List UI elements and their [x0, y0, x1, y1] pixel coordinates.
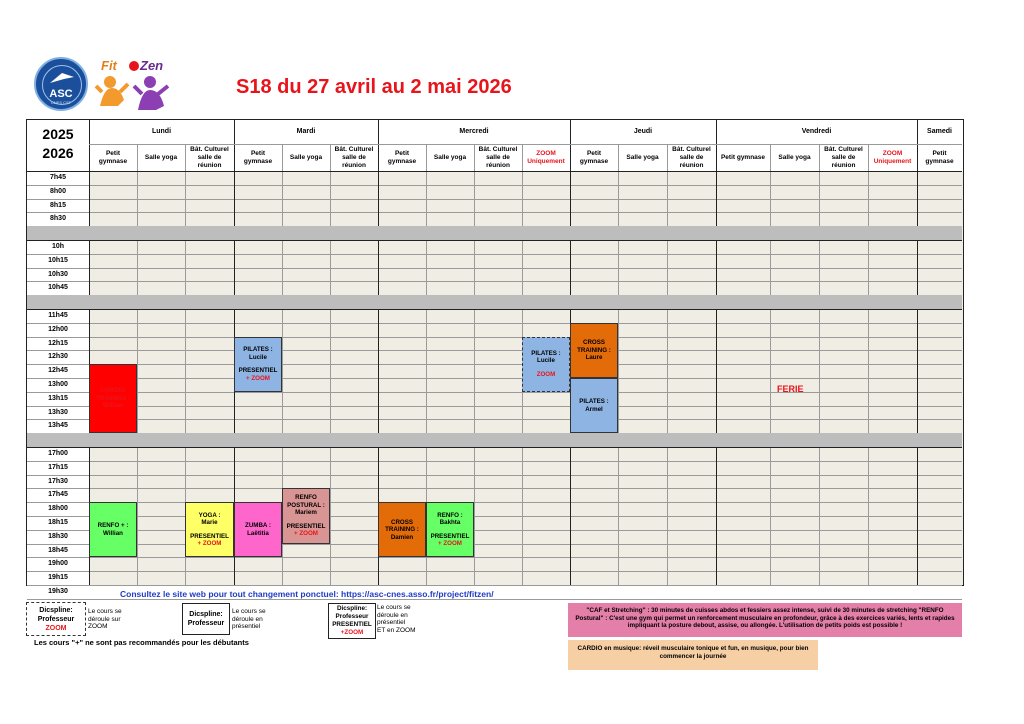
legend-mixed-line4: +ZOOM — [340, 629, 364, 636]
event-line: Laure — [585, 354, 603, 362]
break-row — [27, 226, 962, 240]
time-label: 18h00 — [48, 505, 68, 513]
room-header: Petit gymnase — [243, 149, 273, 165]
event-line: RENFO : — [437, 511, 463, 519]
row-divider — [27, 337, 962, 338]
legend-mixed-line2: Professeur — [335, 613, 369, 620]
time-label: 8h15 — [50, 201, 66, 209]
event-cross-training-damien — [378, 502, 426, 557]
event-cross-training-laure — [570, 323, 618, 378]
event-line: TRAINING : — [385, 526, 419, 534]
time-label: 13h45 — [48, 422, 68, 430]
row-divider — [27, 530, 962, 531]
day-header: Samedi — [927, 128, 952, 135]
row-divider — [27, 378, 962, 379]
room-header: Bât. Culturel salle de réunion — [478, 145, 518, 169]
time-label: 13h15 — [48, 394, 68, 402]
legend-zoom-box — [26, 602, 86, 636]
break-row — [27, 295, 962, 309]
room-header: Salle yoga — [778, 153, 811, 161]
time-label: 10h15 — [48, 256, 68, 264]
column-divider — [474, 144, 475, 585]
year-label-2026: 2026 — [42, 145, 74, 161]
course-description-orange: CARDIO en musique: réveil musculaire tonique et fun, en musique, pour bien commencer la journée — [568, 640, 818, 670]
room-header: Salle yoga — [289, 153, 323, 161]
column-divider — [868, 144, 869, 585]
time-label: 12h30 — [48, 353, 68, 361]
beginner-note: Les cours "+" ne sont pas recommandés pour les débutants — [34, 638, 249, 647]
day-divider — [917, 120, 918, 585]
row-divider — [27, 185, 962, 186]
asc-logo-subtext: CNES CST — [50, 100, 72, 105]
legend-mixed-line1: Dicspline: — [336, 605, 368, 612]
event-line: ZUMBA : — [245, 522, 271, 530]
section-divider — [27, 447, 962, 448]
time-label: 7h45 — [50, 174, 66, 181]
row-divider — [27, 350, 962, 351]
event-pilates-lucile-zoom-wednesday — [522, 337, 570, 392]
row-divider — [27, 268, 962, 269]
event-line-red: + ZOOM — [197, 540, 222, 548]
time-label: 12h15 — [48, 339, 68, 347]
time-label: 10h — [51, 243, 65, 250]
row-divider — [27, 212, 962, 213]
asc-logo — [34, 57, 88, 111]
ferie-label: FERIE — [777, 384, 804, 394]
day-divider — [716, 120, 717, 585]
legend-mixed-text-4: ET en ZOOM — [377, 626, 416, 634]
room-header: Petit gymnase — [387, 149, 417, 165]
legend-zoom-text-2: déroule sur — [88, 615, 121, 623]
room-header: Petit gymnase — [98, 149, 128, 165]
event-line: PILATES : — [243, 346, 273, 354]
event-line: CROSS — [390, 518, 413, 526]
room-header: Salle yoga — [144, 153, 178, 161]
event-line: PILATES : — [531, 349, 561, 357]
event-line: PRESENTIEL — [238, 367, 278, 375]
room-header: Bât. Culturel salle de réunion — [190, 145, 229, 169]
event-line-red: + ZOOM — [246, 374, 270, 382]
fitzen-logo — [94, 56, 180, 114]
row-divider — [27, 516, 962, 517]
row-divider — [27, 461, 962, 462]
row-divider — [27, 488, 962, 489]
row-divider — [27, 281, 962, 282]
row-divider — [27, 392, 962, 393]
legend-presentiel-text — [232, 608, 266, 631]
column-divider — [137, 144, 138, 585]
row-divider — [27, 571, 962, 572]
time-label: 12h45 — [48, 367, 68, 375]
event-renfo-bakhta — [426, 502, 474, 557]
event-line: PRESENTIEL — [190, 532, 229, 540]
row-divider — [27, 323, 962, 324]
event-zumba-laetitia — [234, 502, 282, 557]
time-label: 17h45 — [48, 491, 68, 499]
legend-zoom-line2: Professeur — [37, 615, 75, 623]
day-header: Mercredi — [459, 128, 489, 135]
row-divider — [27, 254, 962, 255]
header-bottom-divider — [27, 171, 962, 172]
event-line: POSTURAL : — [287, 501, 325, 509]
time-label: 18h15 — [48, 519, 68, 526]
legend-presentiel-text-2: déroule en — [232, 615, 263, 623]
event-line: TRAINING : — [577, 346, 611, 354]
room-header: ZOOM Uniquement — [527, 149, 565, 165]
break-row — [27, 433, 962, 447]
room-header: Salle yoga — [626, 153, 659, 161]
time-label: 19h00 — [48, 560, 68, 568]
row-divider — [27, 199, 962, 200]
day-header: Jeudi — [633, 128, 653, 135]
event-line: Laëtitia — [247, 529, 269, 537]
legend-mixed-line3: PRESENTIEL — [332, 621, 372, 628]
row-divider — [27, 557, 962, 558]
time-label: 18h30 — [48, 532, 68, 540]
event-line: Willian — [103, 529, 123, 537]
legend-presentiel-text-1: Le cours se — [232, 608, 266, 615]
room-header: Bât. Culturel salle de réunion — [672, 145, 711, 169]
asc-logo-text: ASC — [49, 88, 73, 100]
time-label: 17h30 — [48, 477, 68, 485]
room-header: Bât. Culturel salle de réunion — [334, 145, 374, 169]
legend-mixed-text-2: déroule en — [377, 611, 408, 619]
legend-zoom-line1: Dicspline: — [39, 606, 73, 614]
event-line: Armel — [585, 405, 603, 413]
time-label: 10h30 — [48, 270, 68, 278]
room-header: Bât. Culturel salle de réunion — [824, 145, 863, 169]
time-label: 11h45 — [48, 312, 68, 319]
row-divider — [27, 585, 962, 586]
fitzen-logo-fit: Fit — [101, 58, 117, 73]
year-label-2025: 2025 — [42, 126, 74, 142]
legend-mixed-box — [328, 603, 376, 639]
event-line: Bakhta — [439, 519, 461, 527]
event-line-red: + ZOOM — [294, 530, 318, 538]
day-header: Lundi — [151, 128, 172, 135]
event-pilates-lucile-tuesday — [234, 337, 282, 392]
page-title: S18 du 27 avril au 2 mai 2026 — [236, 76, 512, 98]
day-header: Mardi — [296, 128, 316, 135]
section-divider — [27, 240, 962, 241]
legend-presentiel-text-3: présentiel — [232, 623, 261, 630]
event-line: Mariem — [295, 509, 317, 517]
event-line: PRESENTIEL — [430, 532, 470, 540]
event-line-red: TRAINING : — [96, 394, 130, 402]
event-line-red: Willian — [103, 402, 123, 410]
event-yoga-marie — [185, 502, 234, 557]
time-label: 17h15 — [48, 463, 68, 471]
time-label: 19h30 — [48, 588, 68, 595]
legend-presentiel-line1: Dicspline: — [189, 611, 223, 618]
section-divider — [27, 309, 962, 310]
event-line: PRESENTIEL — [286, 522, 326, 530]
room-header: Petit gymnase — [579, 149, 609, 165]
event-line: RENFO — [295, 494, 317, 502]
time-label: 17h00 — [48, 450, 68, 457]
event-pilates-armel — [570, 378, 618, 433]
fitzen-figures-icon — [94, 56, 180, 114]
website-link[interactable]: Consultez le site web pour tout changement ponctuel: https://asc-cnes.asso.fr/project/fitzen/ — [120, 589, 494, 599]
column-divider — [330, 144, 331, 585]
legend-zoom-text-1: Le cours se — [88, 608, 122, 615]
room-header: ZOOM Uniquement — [873, 149, 912, 165]
event-line: CROSS — [582, 339, 605, 347]
row-divider — [27, 502, 962, 503]
course-description-pink: "CAF et Stretching" : 30 minutes de cuisses abdos et fessiers assez intense, suivi de 30 minutes de stretching "RENFO Postural" : C'est une gym qui permet un renforcement musculaire en profondeur, grâce à des exercices variés, lents et rapides impliquant la posture debout, assise, ou allongée. L'utilisation de petits poids est possible ! — [568, 603, 962, 637]
time-label: 13h30 — [48, 408, 68, 416]
row-divider — [27, 544, 962, 545]
column-divider — [618, 144, 619, 585]
legend-zoom-text — [88, 608, 122, 631]
event-line: Damien — [390, 533, 414, 541]
event-line: Marie — [201, 519, 218, 527]
time-label: 13h00 — [48, 381, 68, 388]
event-line: Lucile — [249, 353, 267, 361]
legend-presentiel-line2: Professeur — [187, 620, 225, 627]
room-header: Petit gymnase — [720, 153, 766, 161]
event-line: PILATES : — [579, 398, 609, 406]
time-label: 19h15 — [48, 574, 68, 582]
column-divider — [770, 144, 771, 585]
legend-mixed-text — [377, 604, 416, 634]
column-divider — [819, 144, 820, 585]
event-line: RENFO + : — [97, 522, 129, 530]
event-line-red: CARDIO — [100, 387, 126, 395]
time-label: 8h00 — [50, 187, 66, 195]
row-divider — [27, 364, 962, 365]
event-line-red: ZOOM — [536, 370, 556, 378]
legend-zoom-text-3: ZOOM — [88, 623, 108, 630]
room-header: Salle yoga — [433, 153, 467, 161]
legend-zoom-line3: ZOOM — [45, 624, 67, 632]
row-divider — [27, 406, 962, 407]
legend-mixed-text-3: présentiel — [377, 619, 406, 626]
legend-mixed-text-1: Le cours se — [377, 604, 411, 611]
time-label: 8h30 — [50, 215, 66, 223]
time-label: 12h00 — [48, 325, 68, 333]
day-header: Vendredi — [801, 128, 832, 135]
row-divider — [27, 475, 962, 476]
fitzen-logo-zen: Zen — [140, 58, 164, 73]
time-label: 10h45 — [48, 284, 68, 292]
event-renfo-plus-willian — [89, 502, 137, 557]
event-line: YOGA : — [198, 511, 221, 519]
event-cardio-training-willian — [89, 364, 137, 433]
time-label: 18h45 — [48, 546, 68, 554]
event-line-red: + ZOOM — [438, 540, 462, 548]
event-renfo-postural-mariem — [282, 488, 330, 543]
rocket-icon — [48, 71, 76, 85]
row-divider — [27, 419, 962, 420]
legend-presentiel-box — [182, 603, 230, 635]
event-line: Lucile — [537, 357, 555, 365]
room-header: Petit gymnase — [925, 149, 954, 165]
column-divider — [667, 144, 668, 585]
